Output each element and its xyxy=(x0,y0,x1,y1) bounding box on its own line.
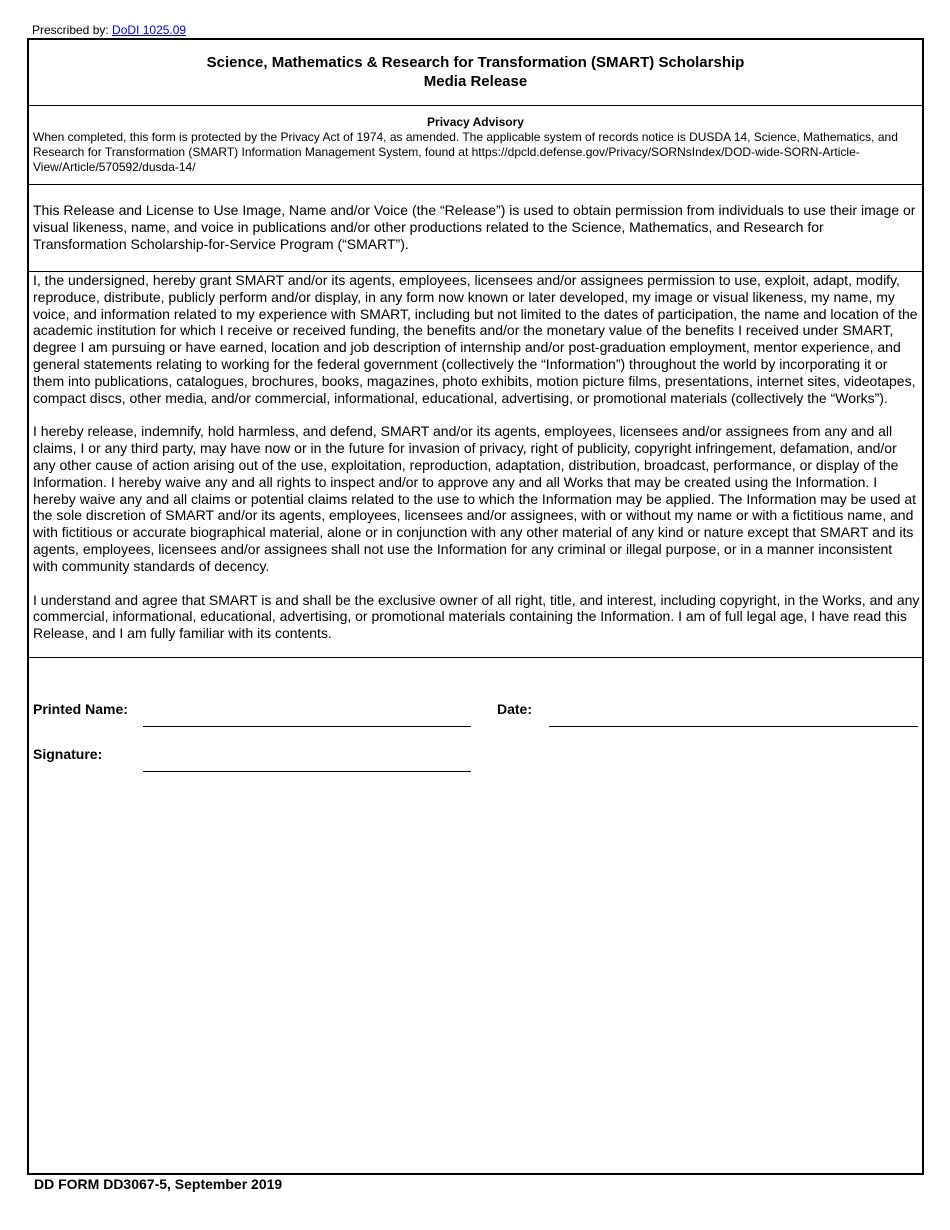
privacy-advisory-heading: Privacy Advisory xyxy=(427,115,524,129)
date-field[interactable] xyxy=(549,726,918,727)
release-terms-section xyxy=(29,272,922,658)
release-purpose-section xyxy=(29,185,922,272)
signature-field[interactable] xyxy=(143,771,471,772)
printed-name-field[interactable] xyxy=(143,726,471,727)
prescribed-by-label: Prescribed by: xyxy=(32,23,113,37)
privacy-advisory-section xyxy=(29,106,922,185)
ownership-paragraph: I understand and agree that SMART is and shall be the exclusive owner of all right, title, and interest, including copyright, in the Works, and any commercial, informational, educational, advertising, or promotional materials containing the Information. I am of full legal age, I have read this Release, and I am fully familiar with its contents. xyxy=(33,591,920,642)
release-purpose-text: This Release and License to Use Image, Name and/or Voice (the “Release”) is used to obtain permission from individuals to use their image or visual likeness, name, and voice in publications and/or other productions related to the Science, Mathematics, and Research for Transformation Scholarship-for-Service Program (“SMART”). xyxy=(33,202,916,252)
form-title-section xyxy=(29,40,922,106)
date-label: Date: xyxy=(497,701,533,717)
prescribed-by xyxy=(32,23,186,37)
form-number: DD FORM DD3067-5, September 2019 xyxy=(34,1176,283,1192)
printed-name-label: Printed Name: xyxy=(33,701,128,717)
form-title xyxy=(29,40,922,91)
release-paragraph: I hereby release, indemnify, hold harmless, and defend, SMART and/or its agents, employees, licensees and/or assignees from any and all claims, I or any third party, may have now or in the future for invasion of privacy, right of publicity, copyright infringement, defamation, and/or any other cause of action arising out of the use, exploitation, reproduction, adaptation, distribution, broadcast, performance, or display of the Information. I hereby waive any and all rights to inspect and/or to approve any and all Works that may be created using the Information. I hereby waive any and all claims or potential claims related to the use to which the Information may be applied. The Information may be used at the sole discretion of SMART and/or its agents, employees, licensees and/or assignees, with or without my name or with a fictitious name, and with fictitious or accurate biographical material, alone or in conjunction with any other material of any kind or nature except that SMART and its agents, employees, licensees and/or assignees shall not use the Information for any criminal or illegal purpose, or in a manner inconsistent with community standards of decency. xyxy=(33,423,916,574)
signature-label: Signature: xyxy=(33,746,103,762)
dodi-link[interactable]: DoDI 1025.09 xyxy=(112,23,187,37)
form-title-line2: Media Release xyxy=(423,73,528,90)
form-frame xyxy=(27,38,924,1175)
privacy-advisory-text: When completed, this form is protected by the Privacy Act of 1974, as amended. The applicable system of records notice is DUSDA 14, Science, Mathematics, and Research for Transformation (SMART) Information Management System, found at https://dpcld.defense.gov/Privacy/SORNsIndex/DOD-wide-SORN-Article-View/Article/570592/dusda-14/ xyxy=(33,130,898,174)
grant-paragraph: I, the undersigned, hereby grant SMART and/or its agents, employees, licensees and/or assignees permission to use, exploit, adapt, modify, reproduce, distribute, publicly perform and/or display, in any form now known or later developed, my image or visual likeness, my name, my voice, and information related to my experience with SMART, including but not limited to the dates of participation, the name and location of the academic institution for which I receive or received funding, the benefits and/or the monetary value of the benefits I received under SMART, degree I am pursuing or have earned, location and job description of internship and/or post-graduation employment, mentor experience, and general statements relating to working for the federal government (collectively the “Information”) throughout the world by incorporating it or them into publications, catalogues, brochures, books, magazines, photo exhibits, motion picture films, presentations, internet sites, videotapes, compact discs, other media, and/or commercial, informational, educational, advertising, or promotional materials (collectively the “Works”). xyxy=(33,272,918,406)
form-title-line1: Science, Mathematics & Research for Transformation (SMART) Scholarship xyxy=(206,54,745,71)
